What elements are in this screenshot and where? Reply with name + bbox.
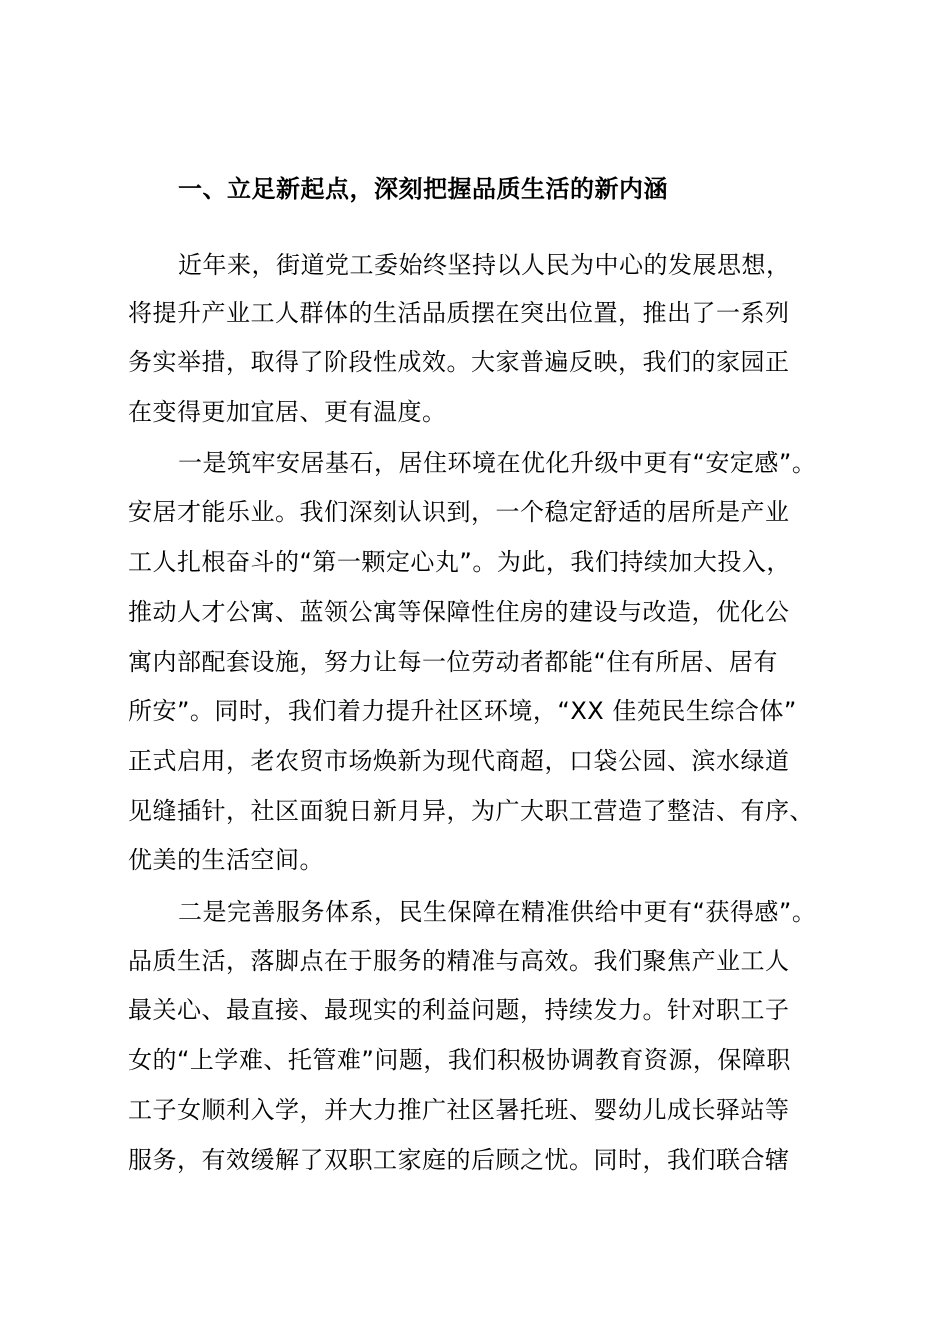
text-line: 近年来，街道党工委始终坚持以人民为中心的发展思想，	[178, 251, 791, 279]
text-line: 安居才能乐业。我们深刻认识到，一个稳定舒适的居所是产业	[128, 498, 790, 526]
text-line: 最关心、最直接、最现实的利益问题，持续发力。针对职工子	[128, 996, 790, 1024]
section-heading: 一、立足新起点，深刻把握品质生活的新内涵	[178, 175, 668, 203]
text-line: 优美的生活空间。	[128, 846, 324, 874]
text-line: 女的“上学难、托管难”问题，我们积极协调教育资源，保障职	[128, 1046, 791, 1074]
text-line: 正式启用，老农贸市场焕新为现代商超，口袋公园、滨水绿道	[128, 747, 790, 775]
text-line: 将提升产业工人群体的生活品质摆在突出位置，推出了一系列	[128, 299, 790, 327]
text-line: 见缝插针，社区面貌日新月异，为广大职工营造了整洁、有序、	[128, 797, 814, 825]
text-line: 在变得更加宜居、更有温度。	[128, 398, 447, 426]
text-line: 服务，有效缓解了双职工家庭的后顾之忧。同时，我们联合辖	[128, 1146, 790, 1174]
text-line: 二是完善服务体系，民生保障在精准供给中更有“获得感”。	[178, 898, 817, 926]
text-line: 品质生活，落脚点在于服务的精准与高效。我们聚焦产业工人	[128, 947, 790, 975]
text-line: 务实举措，取得了阶段性成效。大家普遍反映，我们的家园正	[128, 348, 790, 376]
text-line: 工子女顺利入学，并大力推广社区暑托班、婴幼儿成长驿站等	[128, 1096, 790, 1124]
text-line: 寓内部配套设施，努力让每一位劳动者都能“住有所居、居有	[128, 648, 778, 676]
text-line: 一是筑牢安居基石，居住环境在优化升级中更有“安定感”。	[178, 449, 817, 477]
text-line: 推动人才公寓、蓝领公寓等保障性住房的建设与改造，优化公	[128, 598, 790, 626]
text-line: 工人扎根奋斗的“第一颗定心丸”。为此，我们持续加大投入，	[128, 548, 791, 576]
text-line: 所安”。同时，我们着力提升社区环境，“XX 佳苑民生综合体”	[128, 697, 797, 725]
